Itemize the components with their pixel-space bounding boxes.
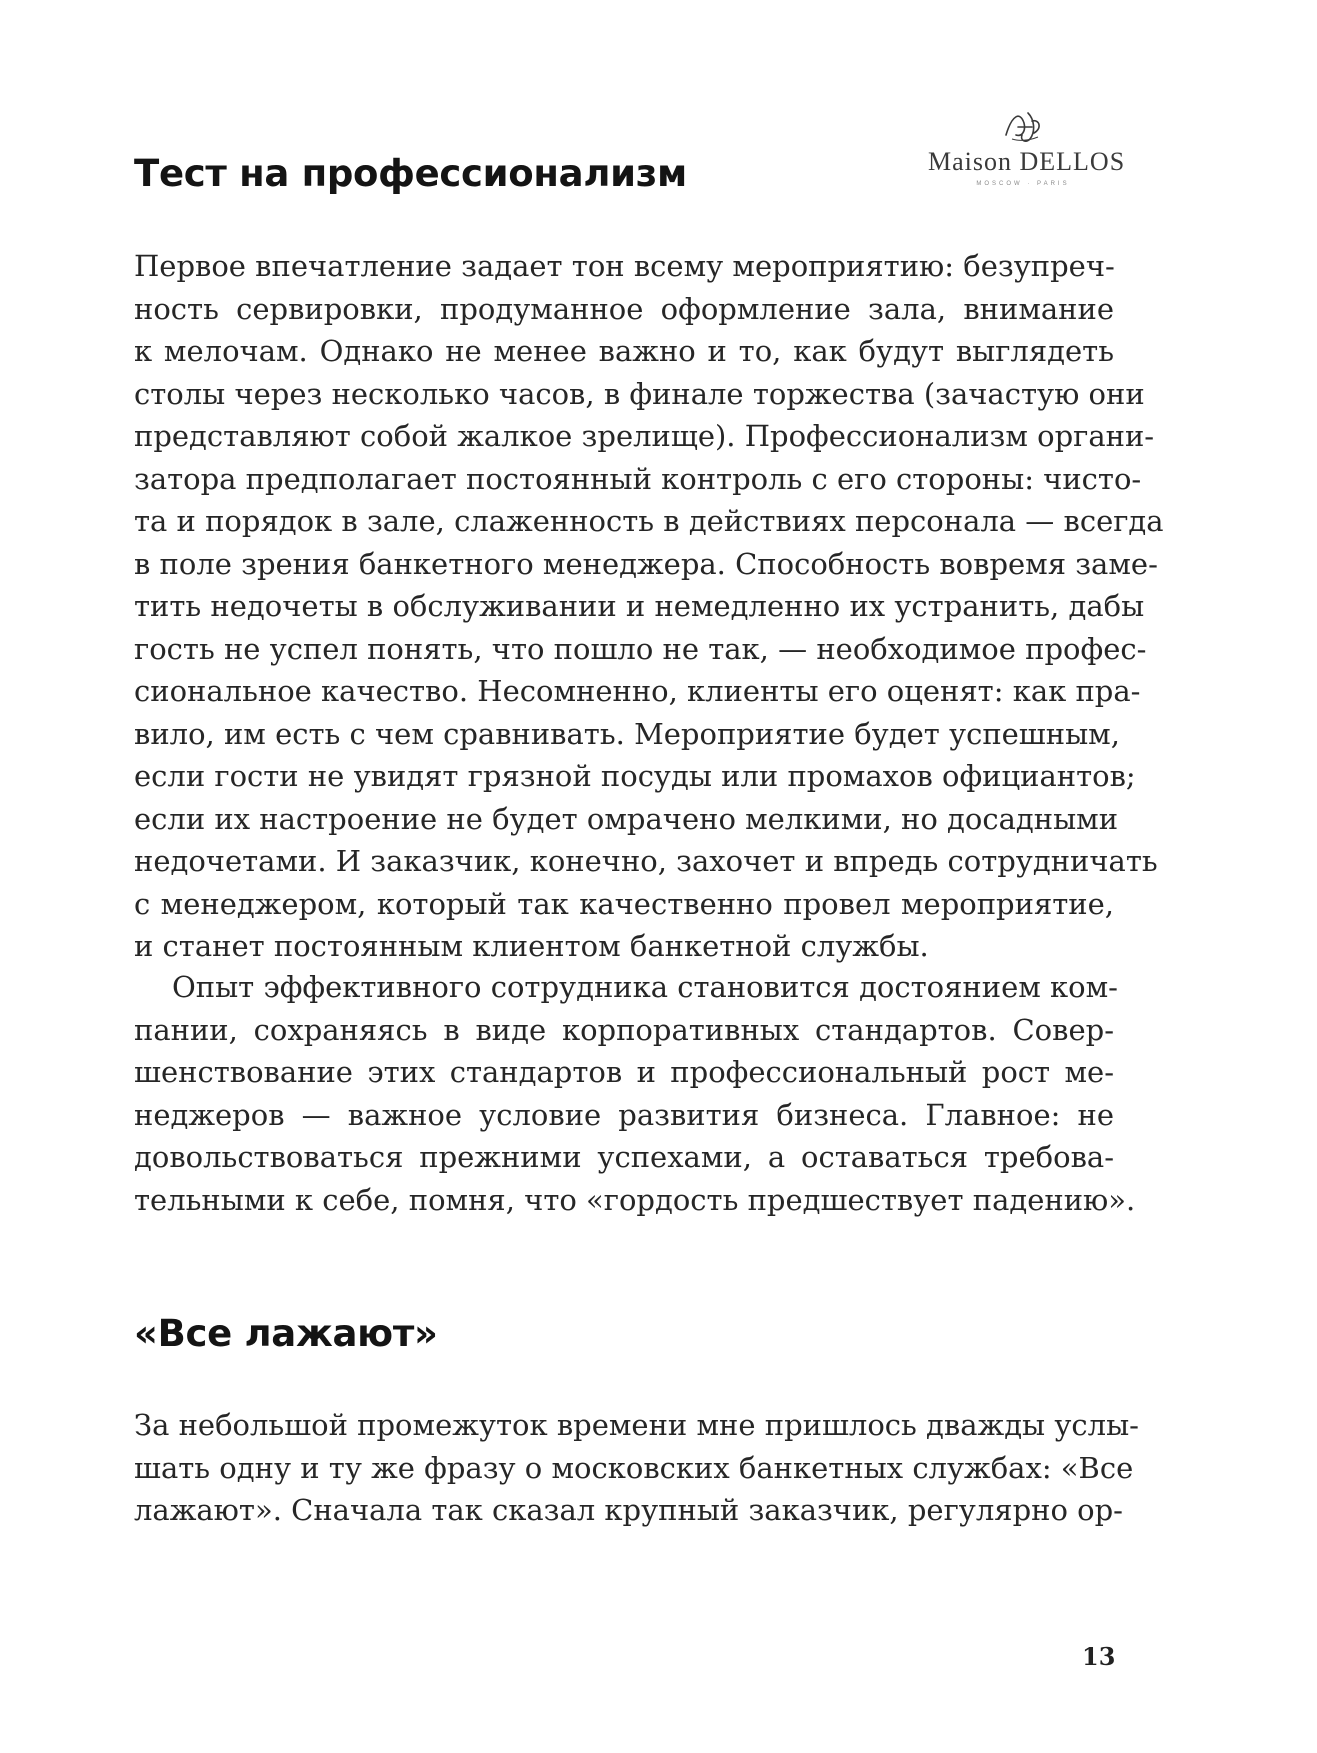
text-line: затора предполагает постоянный контроль с его стороны: чисто-	[134, 461, 1142, 496]
text-line: недочетами. И заказчик, конечно, захочет и впредь сотрудничать	[134, 844, 1158, 878]
text-line: та и порядок в зале, слаженность в действиях персонала — всегда	[134, 504, 1164, 538]
brand-cities: MOSCOW · PARIS	[976, 181, 1070, 187]
md-monogram-icon	[998, 105, 1048, 145]
text-line: неджеров — важное условие развития бизнеса. Главное: не	[134, 1097, 1114, 1132]
text-line: тельными к себе, помня, что «гордость предшествует падению».	[134, 1182, 1136, 1217]
text-line: если их настроение не будет омрачено мелкими, но досадными	[134, 801, 1119, 836]
paragraph-3	[134, 1404, 1139, 1532]
brand-logo	[928, 105, 1126, 189]
text-line: За небольшой промежуток времени мне пришлось дважды услы-	[134, 1408, 1139, 1442]
text-line: вило, им есть с чем сравнивать. Мероприятие будет успешным,	[134, 716, 1120, 751]
text-line: представляют собой жалкое зрелище). Профессионализм органи-	[134, 419, 1155, 453]
text-line: с менеджером, который так качественно провел мероприятие,	[134, 886, 1114, 921]
text-line: ность сервировки, продуманное оформление зала, внимание	[134, 291, 1114, 326]
text-line: сиональное качество. Несомненно, клиенты его оценят: как пра-	[134, 674, 1141, 708]
text-line: в поле зрения банкетного менеджера. Способность вовремя заме-	[134, 546, 1158, 581]
section-heading-everyone-fails: «Все лажают»	[134, 1312, 438, 1355]
brand-name: Maison DELLOS	[928, 147, 1126, 176]
section-heading-professionalism: Тест на профессионализм	[134, 152, 687, 195]
text-line: пании, сохраняясь в виде корпоративных стандартов. Совер-	[134, 1012, 1114, 1047]
text-line: если гости не увидят грязной посуды или промахов официантов;	[134, 759, 1136, 793]
page-number: 13	[1082, 1642, 1116, 1671]
paragraph-1	[134, 245, 1164, 968]
text-line: тить недочеты в обслуживании и немедленно их устранить, дабы	[134, 589, 1145, 623]
text-line: шенствование этих стандартов и профессиональный рост ме-	[134, 1055, 1114, 1089]
text-line: довольствоваться прежними успехами, а оставаться требова-	[134, 1140, 1114, 1174]
text-line: Опыт эффективного сотрудника становится достоянием ком-	[172, 970, 1118, 1004]
text-line: к мелочам. Однако не менее важно и то, как будут выглядеть	[134, 334, 1114, 368]
text-line: лажают». Сначала так сказал крупный заказчик, регулярно ор-	[134, 1493, 1123, 1527]
text-line: столы через несколько часов, в финале торжества (зачастую они	[134, 376, 1145, 411]
text-line: гость не успел понять, что пошло не так, — необходимое профес-	[134, 631, 1147, 666]
text-line: и станет постоянным клиентом банкетной службы.	[134, 929, 929, 963]
paragraph-2	[134, 966, 1136, 1221]
text-line: шать одну и ту же фразу о московских банкетных службах: «Все	[134, 1450, 1134, 1485]
text-line: Первое впечатление задает тон всему мероприятию: безупреч-	[134, 249, 1115, 283]
